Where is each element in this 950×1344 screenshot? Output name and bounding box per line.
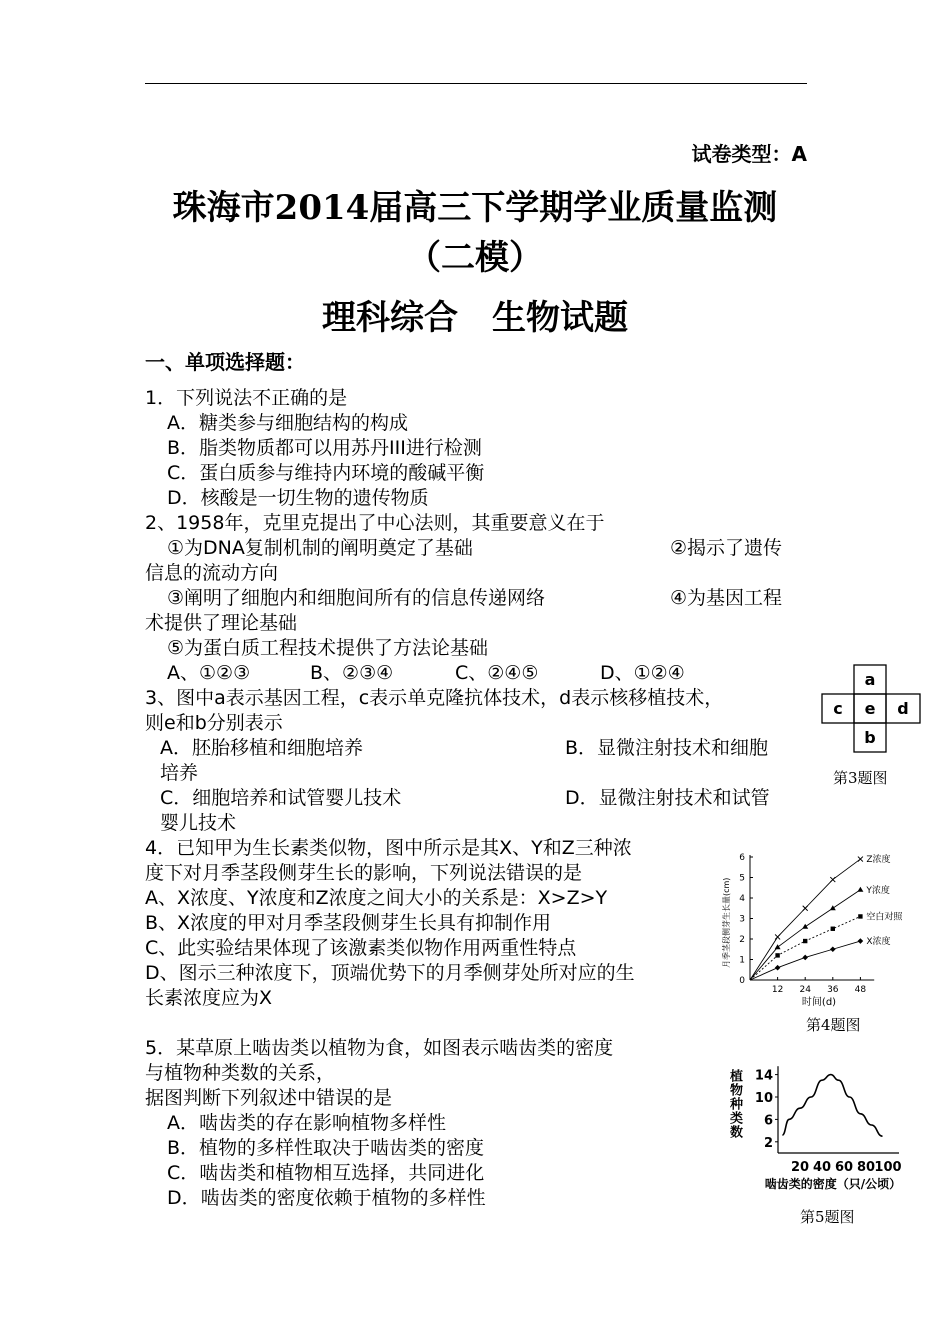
data-point	[803, 906, 808, 911]
text-line: 2、1958年，克里克提出了中心法则，其重要意义在于	[145, 512, 605, 534]
x-tick-label: 40	[812, 1160, 832, 1175]
text-line: C．细胞培养和试管婴儿技术	[160, 787, 402, 809]
fig3-cell-c: c	[833, 699, 843, 718]
y-tick-label: 4	[739, 894, 745, 904]
text-line: ③阐明了细胞内和细胞间所有的信息传递网络	[167, 587, 546, 609]
text-line: 信息的流动方向	[145, 562, 279, 584]
fig5-chart	[718, 1048, 938, 1198]
data-point	[857, 887, 863, 892]
text-line: C．蛋白质参与维持内环境的酸碱平衡	[167, 462, 485, 484]
text-line: A、①②③	[167, 662, 251, 684]
x-tick-label: 12	[771, 985, 784, 995]
series-label: Z浓度	[866, 855, 891, 866]
subject-title: 理科综合 生物试题	[322, 298, 628, 338]
x-tick-label: 36	[827, 985, 839, 995]
x-axis-label: 啮齿类的密度（只/公顷）	[764, 1177, 902, 1191]
fig4-chart	[718, 848, 928, 1008]
data-point	[775, 934, 780, 939]
data-point	[831, 927, 835, 931]
data-point	[802, 955, 808, 961]
data-point	[775, 953, 779, 957]
text-line: 据图判断下列叙述中错误的是	[145, 1087, 393, 1109]
data-point	[803, 939, 807, 943]
x-tick-label: 48	[854, 985, 867, 995]
text-line: D．啮齿类的密度依赖于植物的多样性	[167, 1187, 486, 1209]
text-line: 5．某草原上啮齿类以植物为食，如图表示啮齿类的密度	[145, 1037, 614, 1059]
text-line: 度下对月季茎段侧芽生长的影响，下列说法错误的是	[145, 862, 583, 884]
text-line: 则e和b分别表示	[145, 712, 283, 734]
series-label: Y浓度	[866, 885, 890, 896]
text-line: A．糖类参与细胞结构的构成	[167, 412, 408, 434]
text-line: 4．已知甲为生长素类似物，图中所示是其X、Y和Z三种浓	[145, 837, 632, 859]
series-label: X浓度	[866, 937, 891, 948]
text-line: A．啮齿类的存在影响植物多样性	[167, 1112, 446, 1134]
y-tick-label: 3	[739, 914, 745, 925]
y-tick-label: 10	[754, 1091, 773, 1106]
text-line: 术提供了理论基础	[145, 612, 298, 634]
text-line: 3、图中a表示基因工程，c表示单克隆抗体技术，d表示核移植技术，	[145, 687, 724, 709]
text-line: 与植物种类数的关系，	[145, 1062, 336, 1084]
text-line: 婴儿技术	[160, 812, 237, 834]
text-line: D．显微注射技术和试管	[565, 787, 770, 809]
fig5-caption: 第5题图	[800, 1208, 855, 1226]
text-line: B．植物的多样性取决于啮齿类的密度	[167, 1137, 485, 1159]
fig3-cell-e: e	[864, 699, 876, 718]
y-tick-label: 1	[739, 955, 745, 966]
section-heading: 一、单项选择题：	[145, 350, 305, 374]
text-line: D．核酸是一切生物的遗传物质	[167, 487, 429, 509]
text-line: 培养	[160, 762, 199, 784]
text-line: A．胚胎移植和细胞培养	[160, 737, 363, 759]
text-line: B、X浓度的甲对月季茎段侧芽生长具有抑制作用	[145, 912, 552, 934]
text-line: B、②③④	[310, 662, 394, 684]
x-tick-label: 24	[799, 985, 811, 995]
data-point	[830, 946, 836, 952]
fig3-cell-b: b	[864, 728, 876, 747]
text-line: D、①②④	[600, 662, 685, 684]
y-axis-label: 月季茎段侧芽生长量(cm)	[722, 877, 731, 968]
data-point	[775, 965, 781, 971]
text-line: ⑤为蛋白质工程技术提供了方法论基础	[167, 637, 489, 659]
series-line	[750, 859, 860, 980]
text-line: ②揭示了遗传	[670, 537, 783, 559]
y-tick-label: 0	[739, 976, 745, 986]
page-subtitle: （二模）	[407, 238, 543, 278]
y-tick-label: 2	[739, 935, 745, 945]
series-label: 空白对照	[866, 912, 903, 923]
page-title: 珠海市2014届高三下学期学业质量监测	[172, 188, 778, 228]
x-tick-label: 100	[874, 1160, 902, 1175]
data-point	[830, 905, 836, 910]
text-line: D、图示三种浓度下，顶端优势下的月季侧芽处所对应的生	[145, 962, 635, 984]
x-tick-label: 60	[834, 1160, 854, 1175]
text-line: 1．下列说法不正确的是	[145, 387, 348, 409]
data-point	[858, 914, 862, 918]
y-axis-label: 植物种类数	[730, 1069, 744, 1141]
text-line: C、此实验结果体现了该激素类似物作用两重性特点	[145, 937, 577, 959]
fig3-diagram	[820, 663, 922, 755]
series-line	[750, 890, 860, 980]
text-line: ①为DNA复制机制的阐明奠定了基础	[167, 537, 473, 559]
data-point	[858, 857, 863, 862]
y-tick-label: 2	[763, 1135, 773, 1151]
text-line: B．脂类物质都可以用苏丹III进行检测	[167, 437, 482, 459]
fig3-cell-d: d	[897, 699, 909, 718]
data-point	[858, 938, 864, 944]
fig3-cell-a: a	[864, 670, 876, 689]
text-line: A、X浓度、Y浓度和Z浓度之间大小的关系是：X>Z>Y	[145, 887, 608, 909]
fig3-caption: 第3题图	[833, 769, 888, 787]
text-line: B．显微注射技术和细胞	[565, 737, 769, 759]
x-axis-label: 时间(d)	[801, 997, 837, 1008]
data-point	[775, 944, 781, 949]
y-tick-label: 14	[754, 1068, 773, 1084]
y-tick-label: 5	[739, 873, 745, 884]
text-line: 长素浓度应为X	[145, 987, 273, 1009]
x-tick-label: 80	[856, 1160, 876, 1175]
text-line: C、②④⑤	[455, 662, 539, 684]
x-tick-label: 20	[790, 1160, 810, 1175]
fig4-caption: 第4题图	[806, 1016, 861, 1034]
data-curve	[782, 1075, 882, 1137]
y-tick-label: 6	[739, 853, 745, 863]
paper-type: 试卷类型：A	[691, 142, 807, 166]
y-tick-label: 6	[763, 1113, 773, 1129]
data-point	[802, 924, 808, 929]
text-line: C．啮齿类和植物相互选择，共同进化	[167, 1162, 485, 1184]
data-point	[830, 877, 835, 882]
header-rule	[145, 83, 807, 84]
text-line: ④为基因工程	[670, 587, 783, 609]
